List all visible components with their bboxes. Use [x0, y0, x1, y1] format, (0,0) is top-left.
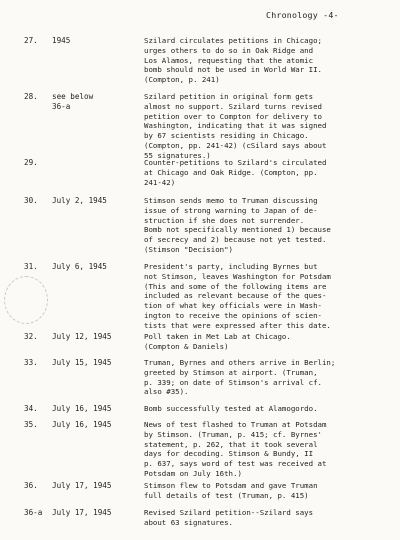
entry-number: 30.	[24, 196, 38, 205]
entry-text: Stimson flew to Potsdam and gave Truman full details of test (Truman, p. 415)	[144, 481, 318, 500]
entry-number: 33.	[24, 358, 38, 367]
entry-number: 32.	[24, 332, 38, 341]
entry-text: Counter-petitions to Szilard's circulated at Chicago and Oak Ridge. (Compton, pp. 241-42)	[144, 158, 327, 187]
entry-date: 1945	[52, 36, 71, 45]
entry-date: July 6, 1945	[52, 262, 107, 271]
entry-text: Szilard petition in original form gets almost no support. Szilard turns revised petition over to Compton for delivery to Washington, indicating that it was signed by 67 scientists residing in Chicago. (Compton, pp. 241-42) (cSilard says about 55 signatures.)	[144, 92, 327, 160]
entry-text: Poll taken in Met Lab at Chicago. (Compton & Daniels)	[144, 332, 291, 351]
entry-date: July 16, 1945	[52, 404, 112, 413]
entry-text: Revised Szilard petition--Szilard says about 63 signatures.	[144, 508, 314, 527]
entry-text: Stimson sends memo to Truman discussing issue of strong warning to Japan of de- struction if she does not surrender. Bomb not specifically mentioned 1) because of secrecy and 2) because not yet tested. (Stimson "Decision")	[144, 196, 331, 254]
entry-number: 29.	[24, 158, 38, 167]
entry-date: see below 36-a	[52, 92, 94, 111]
entry-text: Truman, Byrnes and others arrive in Berlin; greeted by Stimson at airport. (Truman, p. 339; on date of Stimson's arrival cf. also #35).	[144, 358, 336, 397]
entry-number: 27.	[24, 36, 38, 45]
entry-date: July 17, 1945	[52, 508, 112, 517]
entry-number: 35.	[24, 420, 38, 429]
faint-stamp-mark	[4, 276, 48, 324]
entry-date: July 15, 1945	[52, 358, 112, 367]
entry-date: July 12, 1945	[52, 332, 112, 341]
entry-number: 31.	[24, 262, 38, 271]
entry-number: 28.	[24, 92, 38, 101]
entry-date: July 2, 1945	[52, 196, 107, 205]
entry-text: Szilard circulates petitions in Chicago; urges others to do so in Oak Ridge and Los Alamos, requesting that the atomic bomb should not be used in World War II. (Compton, p. 241)	[144, 36, 322, 85]
entry-number: 36.	[24, 481, 38, 490]
entry-text: News of test flashed to Truman at Potsdam by Stimson. (Truman, p. 415; cf. Byrnes' statement, p. 262, that it took several days for decoding. Stimson & Bundy, II p. 637, says word of test was received at Potsdam on July 16th.)	[144, 420, 327, 478]
entry-number: 34.	[24, 404, 38, 413]
entry-date: July 17, 1945	[52, 481, 112, 490]
entry-date: July 16, 1945	[52, 420, 112, 429]
page-header: Chronology -4-	[266, 10, 339, 20]
entry-number: 36-a	[24, 508, 43, 517]
entry-text: President's party, including Byrnes but not Stimson, leaves Washington for Potsdam (This and some of the following items are included as relevant because of the ques- tion of what key officials were in Wash- ington to receive the opinions of scien- tists that were expressed after this date.	[144, 262, 331, 330]
entry-text: Bomb successfully tested at Alamogordo.	[144, 404, 318, 413]
